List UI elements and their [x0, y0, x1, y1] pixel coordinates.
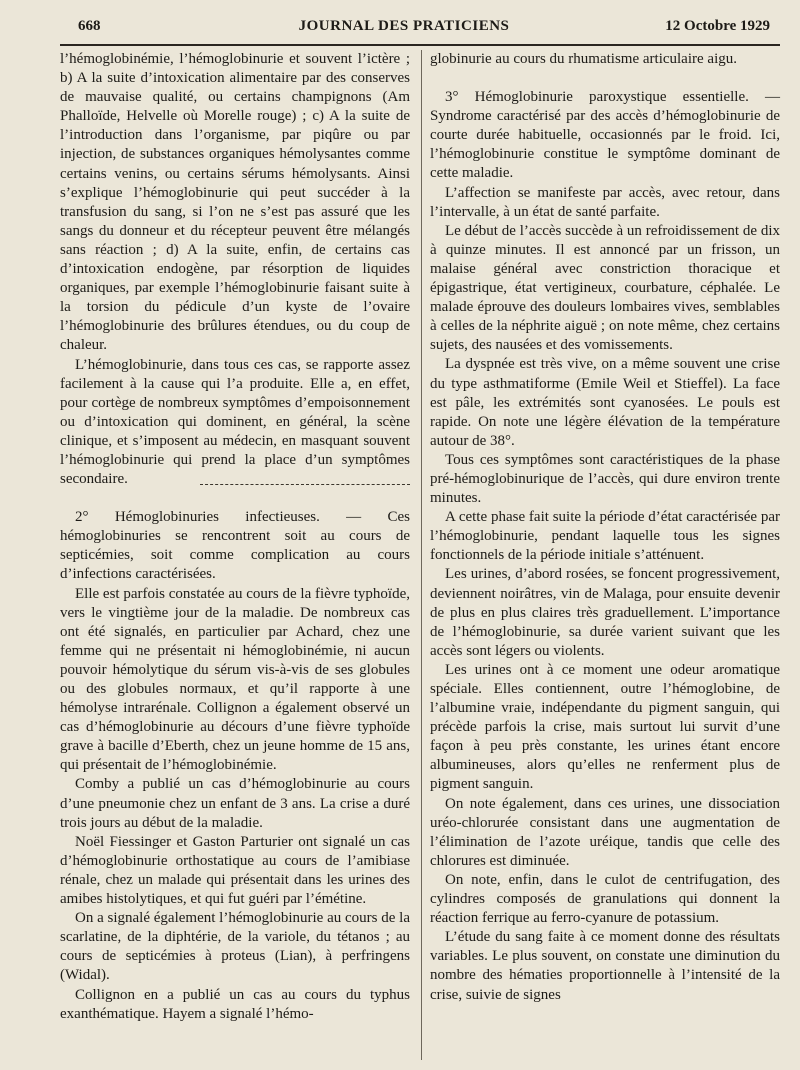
paragraph: On note également, dans ces urines, une dissociation uréo-chlorurée consistant dans une augmentation de l’élimination de l’azote uréique, tandis que celle des chlorures est diminuée. — [430, 795, 780, 869]
paragraph: On a signalé également l’hémoglobinurie au cours de la scarlatine, de la diphtérie, de la variole, du tétanos ; au cours de septicémies à proteus (Lian), à perfringens (Widal). — [60, 910, 410, 984]
issue-date: 12 Octobre 1929 — [665, 18, 770, 34]
paragraph: Les urines, d’abord rosées, se foncent progressivement, deviennent noirâtres, vin de Malaga, pour ensuite devenir de plus en plus claires très graduellement. L’importance de l’hémoglobinurie, sa durée varient suivant que les accès sont légers ou violents. — [430, 566, 780, 659]
paragraph: A cette phase fait suite la période d’état caractérisée par l’hémoglobinurie, pendant laquelle tous les signes fonctionnels de la période initiale s’atténuent. — [430, 509, 780, 564]
paragraph: Tous ces symptômes sont caractéristiques de la phase pré-hémoglobinurique de l’accès, qui dure environ trente minutes. — [430, 451, 780, 507]
section-heading-paragraph: 2° Hémoglobinuries infectieuses. — Ces hémoglobinuries se rencontrent soit au cours de septicémies, soit comme complication au cours d’infections caractérisées. — [60, 509, 410, 583]
paragraph: La dyspnée est très vive, on a même souvent une crise du type asthmatiforme (Emile Weil et Stieffel). La face est pâle, les extrémités sont cyanosées. Le pouls est rapide. On note une légère élévation de la température autour de 38°. — [430, 356, 780, 449]
paragraph: Comby a publié un cas d’hémoglobinurie au cours d’une pneumonie chez un enfant de 3 ans. La crise a duré trois jours au début de la maladie. — [60, 776, 410, 831]
page-number: 668 — [78, 18, 101, 34]
left-column — [60, 50, 410, 1024]
paragraph: On note, enfin, dans le culot de centrifugation, des cylindres composés de granulations qui donnent la réaction ferrique au ferro-cyanure de potassium. — [430, 871, 780, 927]
section-heading-paragraph: 3° Hémoglobinurie paroxystique essentielle. — Syndrome caractérisé par des accès d’hémoglobinurie de courte durée habituelle, occasionnés par le froid. Ici, l’hémoglobinurie constitue le symptôme dominant de cette maladie. — [430, 89, 780, 182]
paragraph: Elle est parfois constatée au cours de la fièvre typhoïde, vers le vingtième jour de la maladie. De nombreux cas ont été signalés, en particulier par Achard, chez une femme qui ne présentait ni hémoglobinémie, ni aucun pouvoir hémolytique du sérum vis-à-vis de ses globules ou des globules normaux, et qu’il rapporte à une hémolyse intrarénale. Collignon a également observé un cas d’hémoglobinurie au décours d’une fièvre typhoïde grave à bacille d’Eberth, chez un jeune homme de 15 ans, qui présentait de l’hémoglobinémie. — [60, 585, 410, 774]
paragraph: Les urines ont à ce moment une odeur aromatique spéciale. Elles contiennent, outre l’hémoglobine, de l’albumine vraie, indépendante du pigment sanguin, qui précède parfois la crise, mais surtout lui survit d’une façon à peu près constante, les urines étant encore albumineuses, alors qu’elles ne renferment plus de pigment sanguin. — [430, 661, 780, 793]
header-rule — [60, 44, 780, 46]
paragraph: l’hémoglobinémie, l’hémoglobinurie et souvent l’ictère ; b) A la suite d’intoxication alimentaire par des conserves de mauvaise qualité, ou certains champignons (Am Phalloïde, Helvelle où Morelle rouge) ; c) A la suite de l’introduction dans l’organisme, par piqûre ou par injection, de substances organiques hémolysantes comme certains venins, ou certains sérums hémolysants. Ainsi s’explique l’hémoglobinurie qui peut succéder à la transfusion du sang, si l’on ne s’est pas assuré que les sangs du donneur et du récepteur peuvent être mélangés sans réaction ; d) A la suite, enfin, de certains cas d’intoxication endogène, par résorption de liquides organiques, par exemple l’hémoglobinurie faisant suite à la torsion du pédicule d’un kyste de l’ovaire l’hémoglobinurie des brûlures étendues, ou du coup de chaleur. — [60, 51, 410, 354]
paragraph: Collignon en a publié un cas au cours du typhus exanthématique. Hayem a signalé l’hémo- — [60, 986, 410, 1022]
paragraph: Le début de l’accès succède à un refroidissement de dix à quinze minutes. Il est annoncé par un frisson, un malaise général avec constriction thoracique et épigastrique, état vertigineux, courbature, céphalée. Le malade éprouve des douleurs lombaires vives, semblables à celles de la néphrite aiguë ; on note même, chez certains sujets, des nausées et des vomissements. — [430, 222, 780, 354]
right-column — [430, 50, 780, 1005]
column-divider — [421, 50, 422, 1060]
paragraph: L’affection se manifeste par accès, avec retour, dans l’intervalle, à un état de santé parfaite. — [430, 184, 780, 220]
paragraph: Noël Fiessinger et Gaston Parturier ont signalé un cas d’hémoglobinurie orthostatique au cours de l’amibiase rénale, chez un malade qui présentait dans les urines des amibes histolytiques, et qui fut guéri par l’émétine. — [60, 833, 410, 908]
section-separator — [200, 484, 410, 486]
running-header — [38, 18, 770, 40]
journal-title: JOURNAL DES PRATICIENS — [298, 18, 510, 34]
paragraph: globinurie au cours du rhumatisme articulaire aigu. — [430, 51, 737, 67]
paragraph: L’étude du sang faite à ce moment donne des résultats variables. Le plus souvent, on constate une diminution du nombre des hématies proportionnelle à l’intensité de la crise, suivie de signes — [430, 929, 780, 1003]
paragraph: L’hémoglobinurie, dans tous ces cas, se rapporte assez facilement à la cause qui l’a produite. Elle a, en effet, pour cortège de nombreux symptômes d’empoisonnement ou d’intoxication qui dominent, en général, la scène clinique, et s’imposent au médecin, en masquant souvent l’hémoglobinurie qui prend la place d’un symptômes secondaire. — [60, 356, 410, 488]
